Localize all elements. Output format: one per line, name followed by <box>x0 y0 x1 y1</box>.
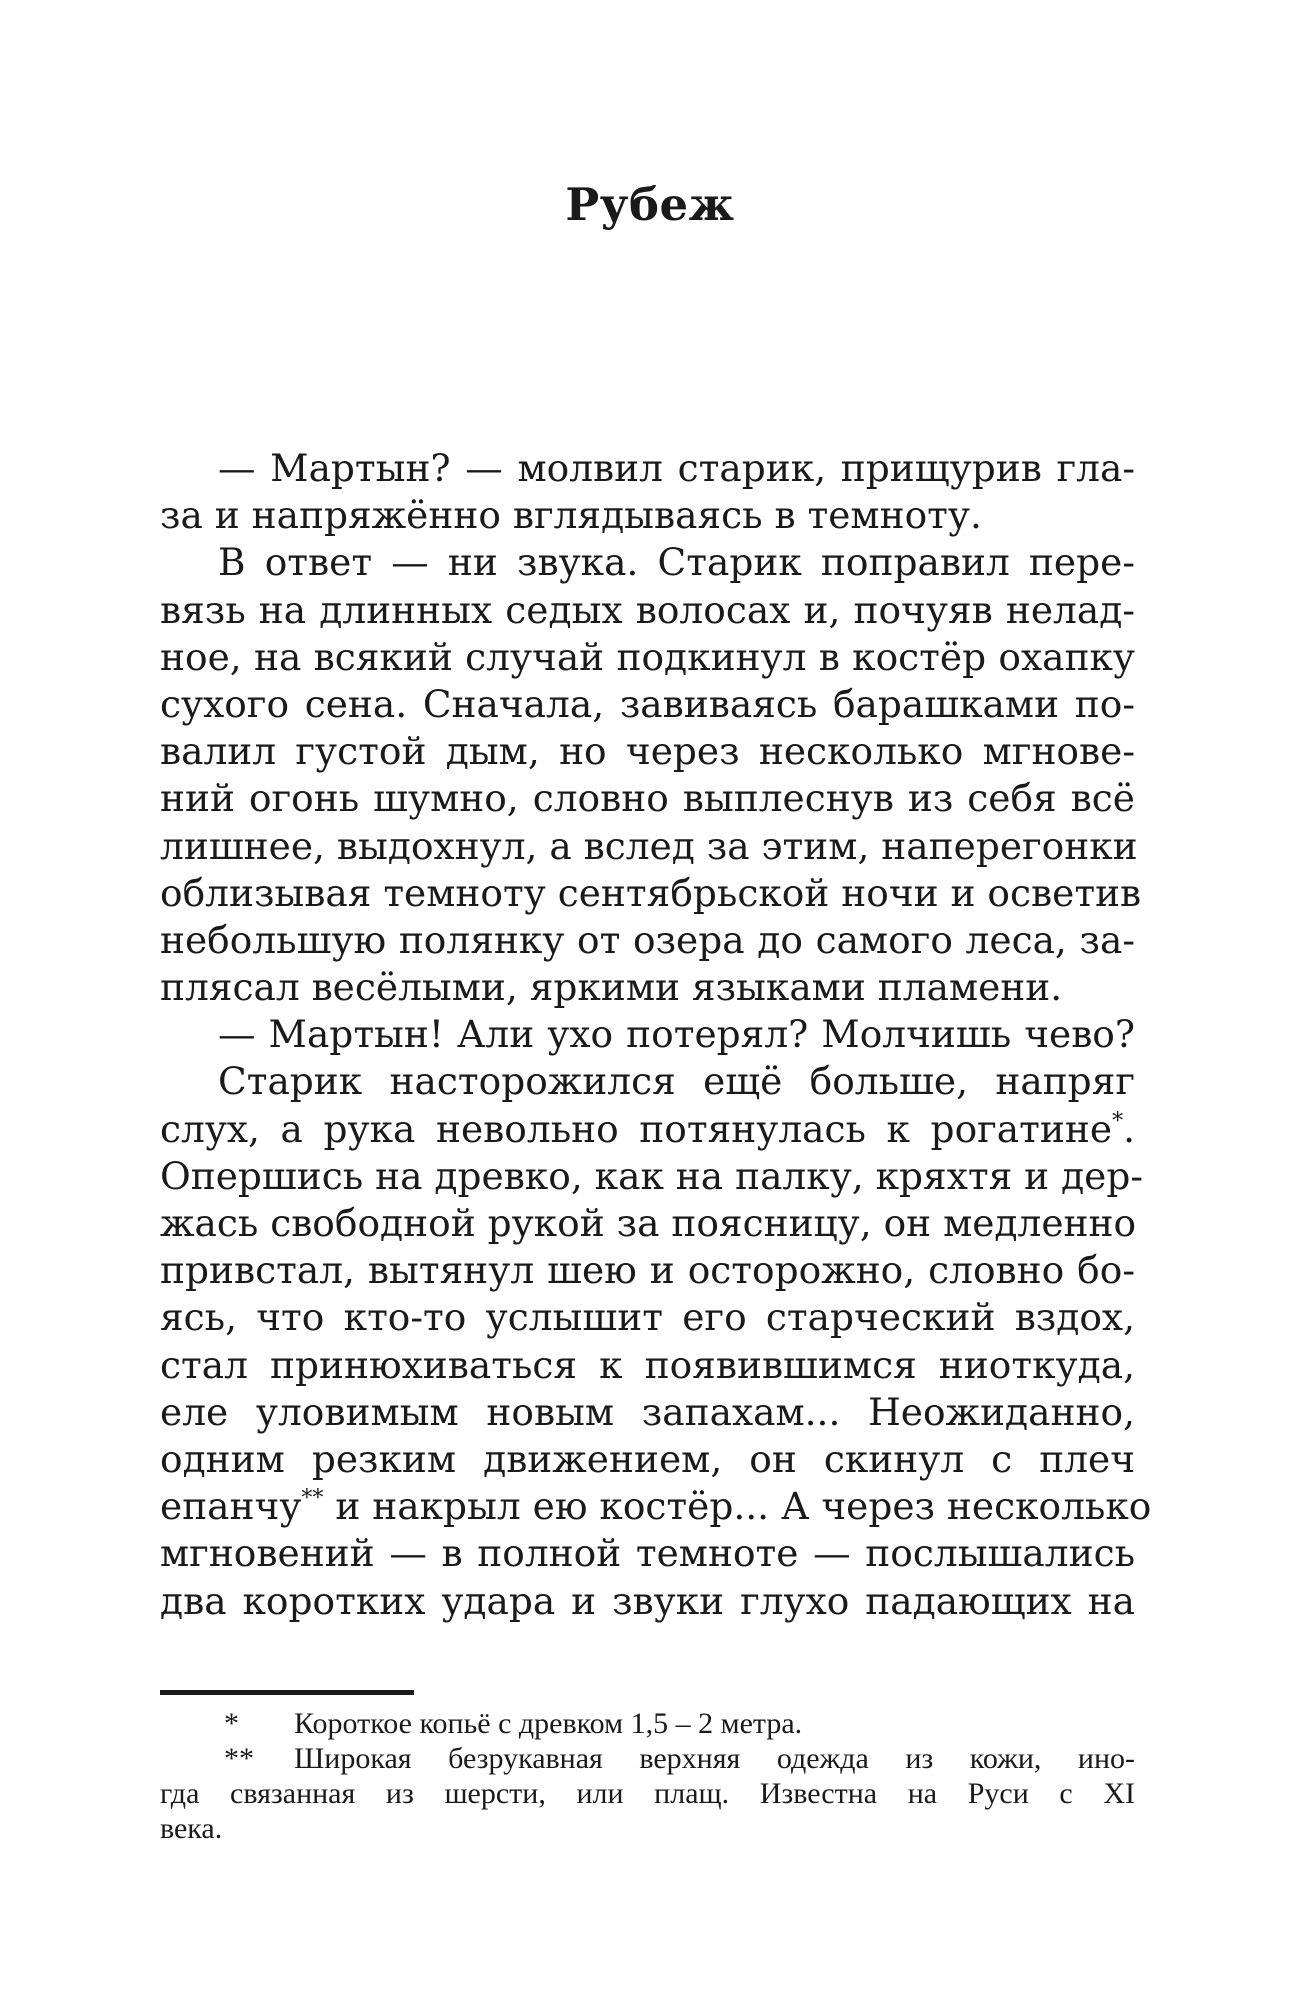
text-line: жась свободной рукой за поясницу, он медленно <box>160 1201 1137 1245</box>
body-text <box>160 445 1152 1625</box>
footnote-1 <box>160 1706 1135 1741</box>
text-line: стал принюхиваться к появившимся ниоткуда, <box>160 1342 1135 1387</box>
text-line: облизывая темноту сентябрьской ночи и осветив <box>160 870 1142 915</box>
text-fragment: . <box>1123 1106 1135 1151</box>
footnotes <box>160 1706 1135 1846</box>
text-line: плясал весёлыми, яркими языками пламени. <box>160 965 1063 1010</box>
text-line: за и напряжённо вглядываясь в темноту. <box>160 493 982 538</box>
footnote-ref-2: ** <box>301 1486 324 1512</box>
text-fragment: слух, а рука невольно потянулась к рогатине <box>160 1106 1113 1151</box>
text-line <box>160 1483 1152 1530</box>
footnote-text: гда связанная из шерсти, или плащ. Известна на Руси с XI <box>160 1777 1135 1810</box>
text-fragment: епанчу <box>160 1484 302 1529</box>
text-line: мгновений — в полной темноте — послышались <box>160 1531 1135 1576</box>
text-line: валил густой дым, но через несколько мгнове- <box>160 729 1135 774</box>
text-line: В ответ — ни звука. Старик поправил пере- <box>218 540 1135 585</box>
text-line: ное, на всякий случай подкинул в костёр охапку <box>160 634 1135 679</box>
footnote-mark: ** <box>224 1742 254 1775</box>
text-fragment: и накрыл ею костёр... А через несколько <box>323 1484 1152 1529</box>
text-line: ясь, что кто-то услышит его старческий вздох, <box>160 1295 1135 1340</box>
text-line <box>160 1106 1135 1153</box>
text-line: Опершись на древко, как на палку, кряхтя и дер- <box>160 1153 1144 1198</box>
text-line: два коротких удара и звуки глухо падающих на <box>160 1578 1135 1623</box>
text-line: сухого сена. Сначала, завиваясь барашками по- <box>160 681 1135 726</box>
text-line: привстал, вытянул шею и осторожно, словно бо- <box>160 1248 1135 1293</box>
footnote-ref-1: * <box>1112 1108 1124 1134</box>
text-line: еле уловимым новым запахам... Неожиданно, <box>160 1389 1135 1434</box>
text-line: одним резким движением, он скинул с плеч <box>160 1436 1135 1481</box>
text-line: вязь на длинных седых волосах и, почуяв нелад- <box>160 587 1135 632</box>
footnote-2 <box>160 1741 1135 1776</box>
footnote-text: Короткое копьё с древком 1,5 – 2 метра. <box>294 1707 803 1740</box>
footnote-text: Широкая безрукавная верхняя одежда из кожи, ино- <box>294 1742 1135 1775</box>
footnote-mark: * <box>224 1707 239 1740</box>
text-line: ний огонь шумно, словно выплеснув из себя всё <box>160 776 1135 821</box>
text-line: — Мартын! Али ухо потерял? Молчишь чево? <box>218 1012 1135 1057</box>
text-line: небольшую полянку от озера до самого леса, за- <box>160 917 1135 962</box>
footnote-divider <box>160 1690 414 1695</box>
text-line: лишнее, выдохнул, а вслед за этим, наперегонки <box>160 823 1138 868</box>
footnote-text: века. <box>160 1812 223 1845</box>
text-line: — Мартын? — молвил старик, прищурив гла- <box>218 446 1135 490</box>
text-line: Старик насторожился ещё больше, напряг <box>218 1059 1135 1104</box>
page-title: Рубеж <box>565 178 735 231</box>
